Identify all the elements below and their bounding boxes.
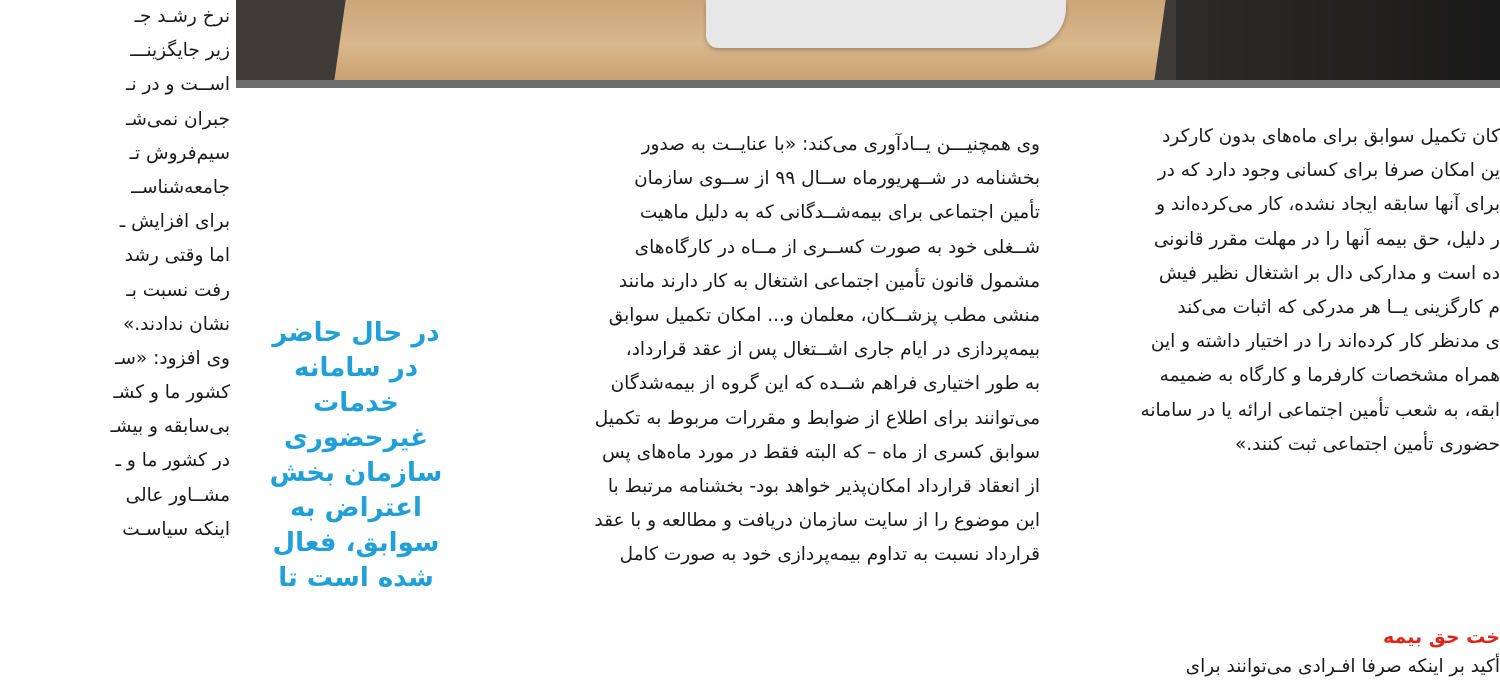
text-line: زیر جایگزینـــ [130, 40, 230, 62]
text-line: همراه مشخصات کارفرما و کارگاه به ضمیمه [1159, 365, 1500, 387]
article-column-right [1078, 120, 1500, 462]
text-line: کان تکمیل سوابق برای ماه‌های بدون کارکرد [1162, 126, 1500, 147]
text-line [0, 547, 230, 581]
text-line: به طور اختیاری فراهم شــده که این گروه از بیمه‌شدگان [610, 373, 1040, 395]
text-line: شــغلی خود به صورت کســری از مــاه در کارگاه‌های [634, 236, 1040, 258]
text-line: مشــاور عالی [125, 484, 230, 506]
text-line: بخشنامه در شــهریورماه ســال ۹۹ از ســوی سازمان [634, 168, 1040, 190]
text-line: نشان ندادند.» [122, 313, 230, 335]
photo-chair [1176, 0, 1500, 80]
photo-paper [706, 0, 1066, 48]
text-line: بی‌سابقه و بیشـ [110, 416, 230, 438]
pull-quote-line: در حال حاضر [272, 318, 440, 348]
text-line: در کشور ما و ـ [115, 450, 230, 472]
text-line: اینکه سیاسـت [122, 518, 230, 540]
text-line: جامعه‌شناســ [131, 176, 230, 198]
pull-quote-line: سوابق، فعال [272, 528, 440, 558]
article-photo [236, 0, 1500, 88]
pull-quote-line: غیرحضوری [283, 423, 428, 453]
text-line: بیمه‌پردازی در ایام جاری اشــتغال پس از عقد قرارداد، [625, 339, 1040, 361]
article-column-left [0, 0, 230, 581]
text-line: ده است و مدارکی دال بر اشتغال نظیر فیش [1158, 262, 1500, 284]
pull-quote [256, 316, 456, 596]
text-line: مشمول قانون تأمین اجتماعی اشتغال به کار دارند مانند [618, 270, 1040, 292]
pull-quote-line: اعتراض به [290, 493, 422, 523]
text-line: سوابق کسری از ماه – که البته فقط در مورد ماه‌های پس [601, 441, 1040, 463]
text-line: اســت و در نـ [126, 74, 230, 96]
article-column-middle [498, 128, 1040, 572]
text-line: کشور ما و کشـ [113, 382, 230, 404]
article-column-right-continued [1078, 650, 1500, 684]
text-line: ر دلیل، حق بیمه آنها را در مهلت مقرر قانونی [1153, 228, 1500, 250]
text-line: وی افزود: «سـ [114, 347, 230, 369]
text-line: این موضوع را از سایت سازمان دریافت و مطالعه و با عقد [594, 510, 1040, 532]
text-line: تأمین اجتماعی برای بیمه‌شــدگانی که به دلیل ماهیت [639, 202, 1040, 224]
photo-bottom-rule [236, 80, 1500, 88]
text-line: برای آنها سابقه ایجاد نشده، کار می‌کرده‌اند و [1156, 194, 1500, 216]
text-line: أکید بر اینکه صرفا افـرادی می‌توانند برای [1185, 656, 1500, 677]
text-line: ی مدنظر کار کرده‌اند را در اختیار داشته و این [1150, 331, 1500, 353]
text-line: حضوری تأمین اجتماعی ثبت کنند.» [1234, 433, 1500, 455]
text-line: م کارگزینی یــا هر مدرکی که اثبات می‌کند [1177, 296, 1500, 318]
text-line: قرارداد نسبت به تداوم بیمه‌پردازی خود به صورت کامل [619, 544, 1040, 566]
text-line: جبران نمی‌شـ [125, 108, 230, 130]
pull-quote-line: شده است تا [278, 563, 434, 593]
pull-quote-line: سازمان بخش [269, 458, 443, 488]
text-line: می‌توانند برای اطلاع از ضوابط و مقررات مربوط به تکمیل [594, 407, 1040, 429]
text-line: ابقه، به شعب تأمین اجتماعی ارائه یا در سامانه [1140, 399, 1500, 421]
text-line: وی همچنیـــن یــادآوری می‌کند: «با عنایــت به صدور [641, 134, 1040, 155]
text-line: ین امکان صرفا برای کسانی وجود دارد که در [1157, 160, 1500, 182]
text-line: اما وقتی رشد [124, 245, 230, 267]
section-subheading: خت حق بیمه [1382, 626, 1500, 648]
text-line: رفت نسبت بـ [126, 279, 230, 301]
text-line: از انعقاد قرارداد امکان‌پذیر خواهد بود- بخشنامه مرتبط با [607, 475, 1040, 497]
pull-quote-line: خدمات [313, 388, 399, 418]
text-line: سیم‌فروش تـ [129, 142, 230, 164]
text-line: نرخ رشـد جـ [134, 6, 230, 27]
text-line: برای افزایش ـ [119, 211, 230, 233]
text-line: منشی مطب پزشــکان، معلمان و... امکان تکمیل سوابق [608, 304, 1040, 326]
pull-quote-line: در سامانه [293, 353, 419, 383]
